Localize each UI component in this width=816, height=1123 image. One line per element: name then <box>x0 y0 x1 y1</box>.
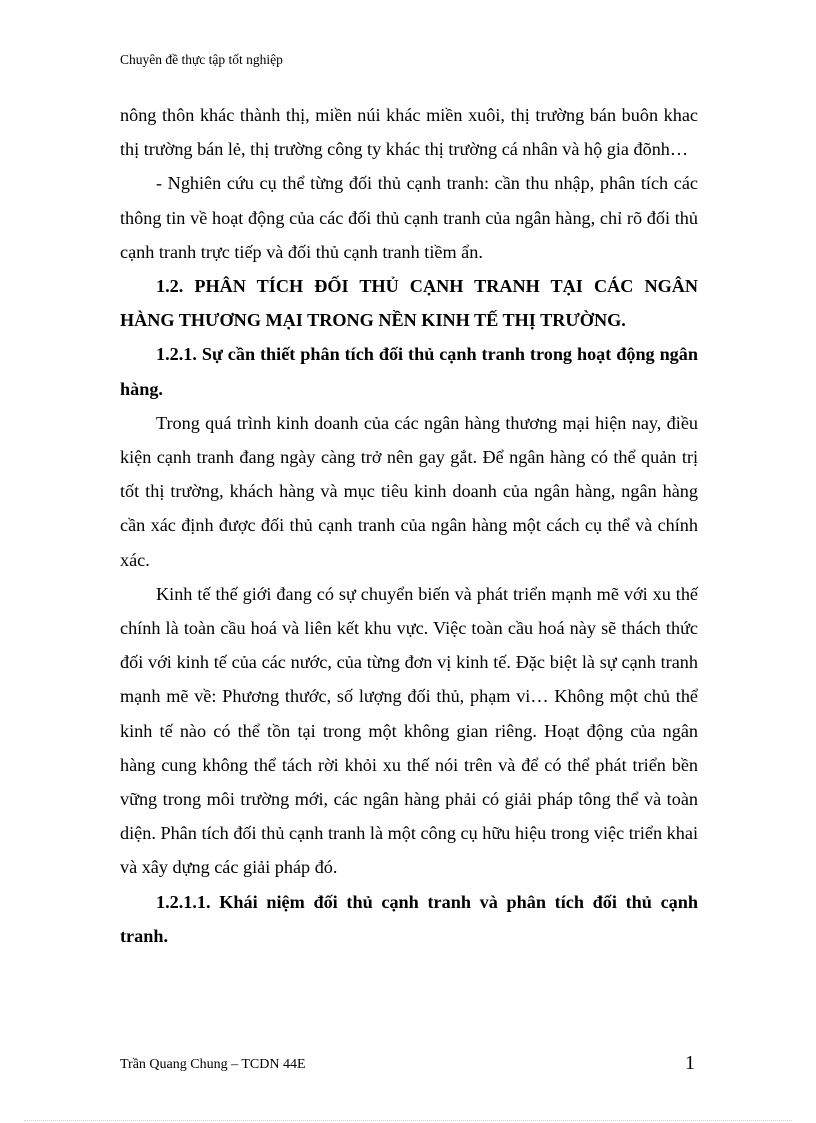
running-header: Chuyên đề thực tập tốt nghiệp <box>120 52 283 67</box>
paragraph-continuation: nông thôn khác thành thị, miền núi khác miền xuôi, thị trường bán buôn khac thị trường bán lẻ, thị trường công ty khác thị trường cá nhân và hộ gia đõnh… <box>120 105 698 160</box>
document-body <box>120 98 698 953</box>
page-number: 1 <box>685 1052 695 1074</box>
paragraph-world-economy: Kinh tế thế giới đang có sự chuyển biến và phát triển mạnh mẽ với xu thế chính là toàn cầu hoá và liên kết khu vực. Việc toàn cầu hoá này sẽ thách thức đối với kinh tế của các nước, của từng đơn vị kinh tế. Đặc biệt là sự cạnh tranh mạnh mẽ về: Phương thước, số lượng đối thủ, phạm vi… Không một chủ thể kinh tế nào có thể tồn tại trong một không gian riêng. Hoạt động của ngân hàng cung không thể tách rời khỏi xu thế nói trên và để có thể phát triển bền vững trong môi trường mới, các ngân hàng phải có giải pháp tông thể và toàn diện. Phân tích đối thủ cạnh tranh là một công cụ hữu hiệu trong việc triển khai và xây dựng các giải pháp đó. <box>120 583 698 878</box>
section-heading-1-2-1-1: 1.2.1.1. Khái niệm đối thủ cạnh tranh và phân tích đối thủ cạnh tranh. <box>120 891 698 946</box>
section-heading-1-2-1: 1.2.1. Sự cần thiết phân tích đối thủ cạnh tranh trong hoạt động ngân hàng. <box>120 344 698 399</box>
paragraph-competitor-research: - Nghiên cứu cụ thể từng đối thủ cạnh tranh: cần thu nhập, phân tích các thông tin về hoạt động của các đối thủ cạnh tranh của ngân hàng, chỉ rõ đối thủ cạnh tranh trực tiếp và đối thủ cạnh tranh tiềm ẩn. <box>120 173 698 262</box>
paragraph-business-process: Trong quá trình kinh doanh của các ngân hàng thương mại hiện nay, điều kiện cạnh tranh đang ngày càng trở nên gay gắt. Để ngân hàng có thể quản trị tốt thị trường, khách hàng và mục tiêu kinh doanh của ngân hàng, ngân hàng cần xác định được đối thủ cạnh tranh của ngân hàng một cách cụ thể và chính xác. <box>120 412 698 570</box>
section-heading-1-2: 1.2. PHÂN TÍCH ĐỐI THỦ CẠNH TRANH TẠI CÁC NGÂN HÀNG THƯƠNG MẠI TRONG NỀN KINH TẾ THỊ TRƯỜNG. <box>120 276 698 331</box>
page-bottom-divider <box>24 1120 792 1121</box>
footer-author: Trần Quang Chung – TCDN 44E <box>120 1057 306 1072</box>
